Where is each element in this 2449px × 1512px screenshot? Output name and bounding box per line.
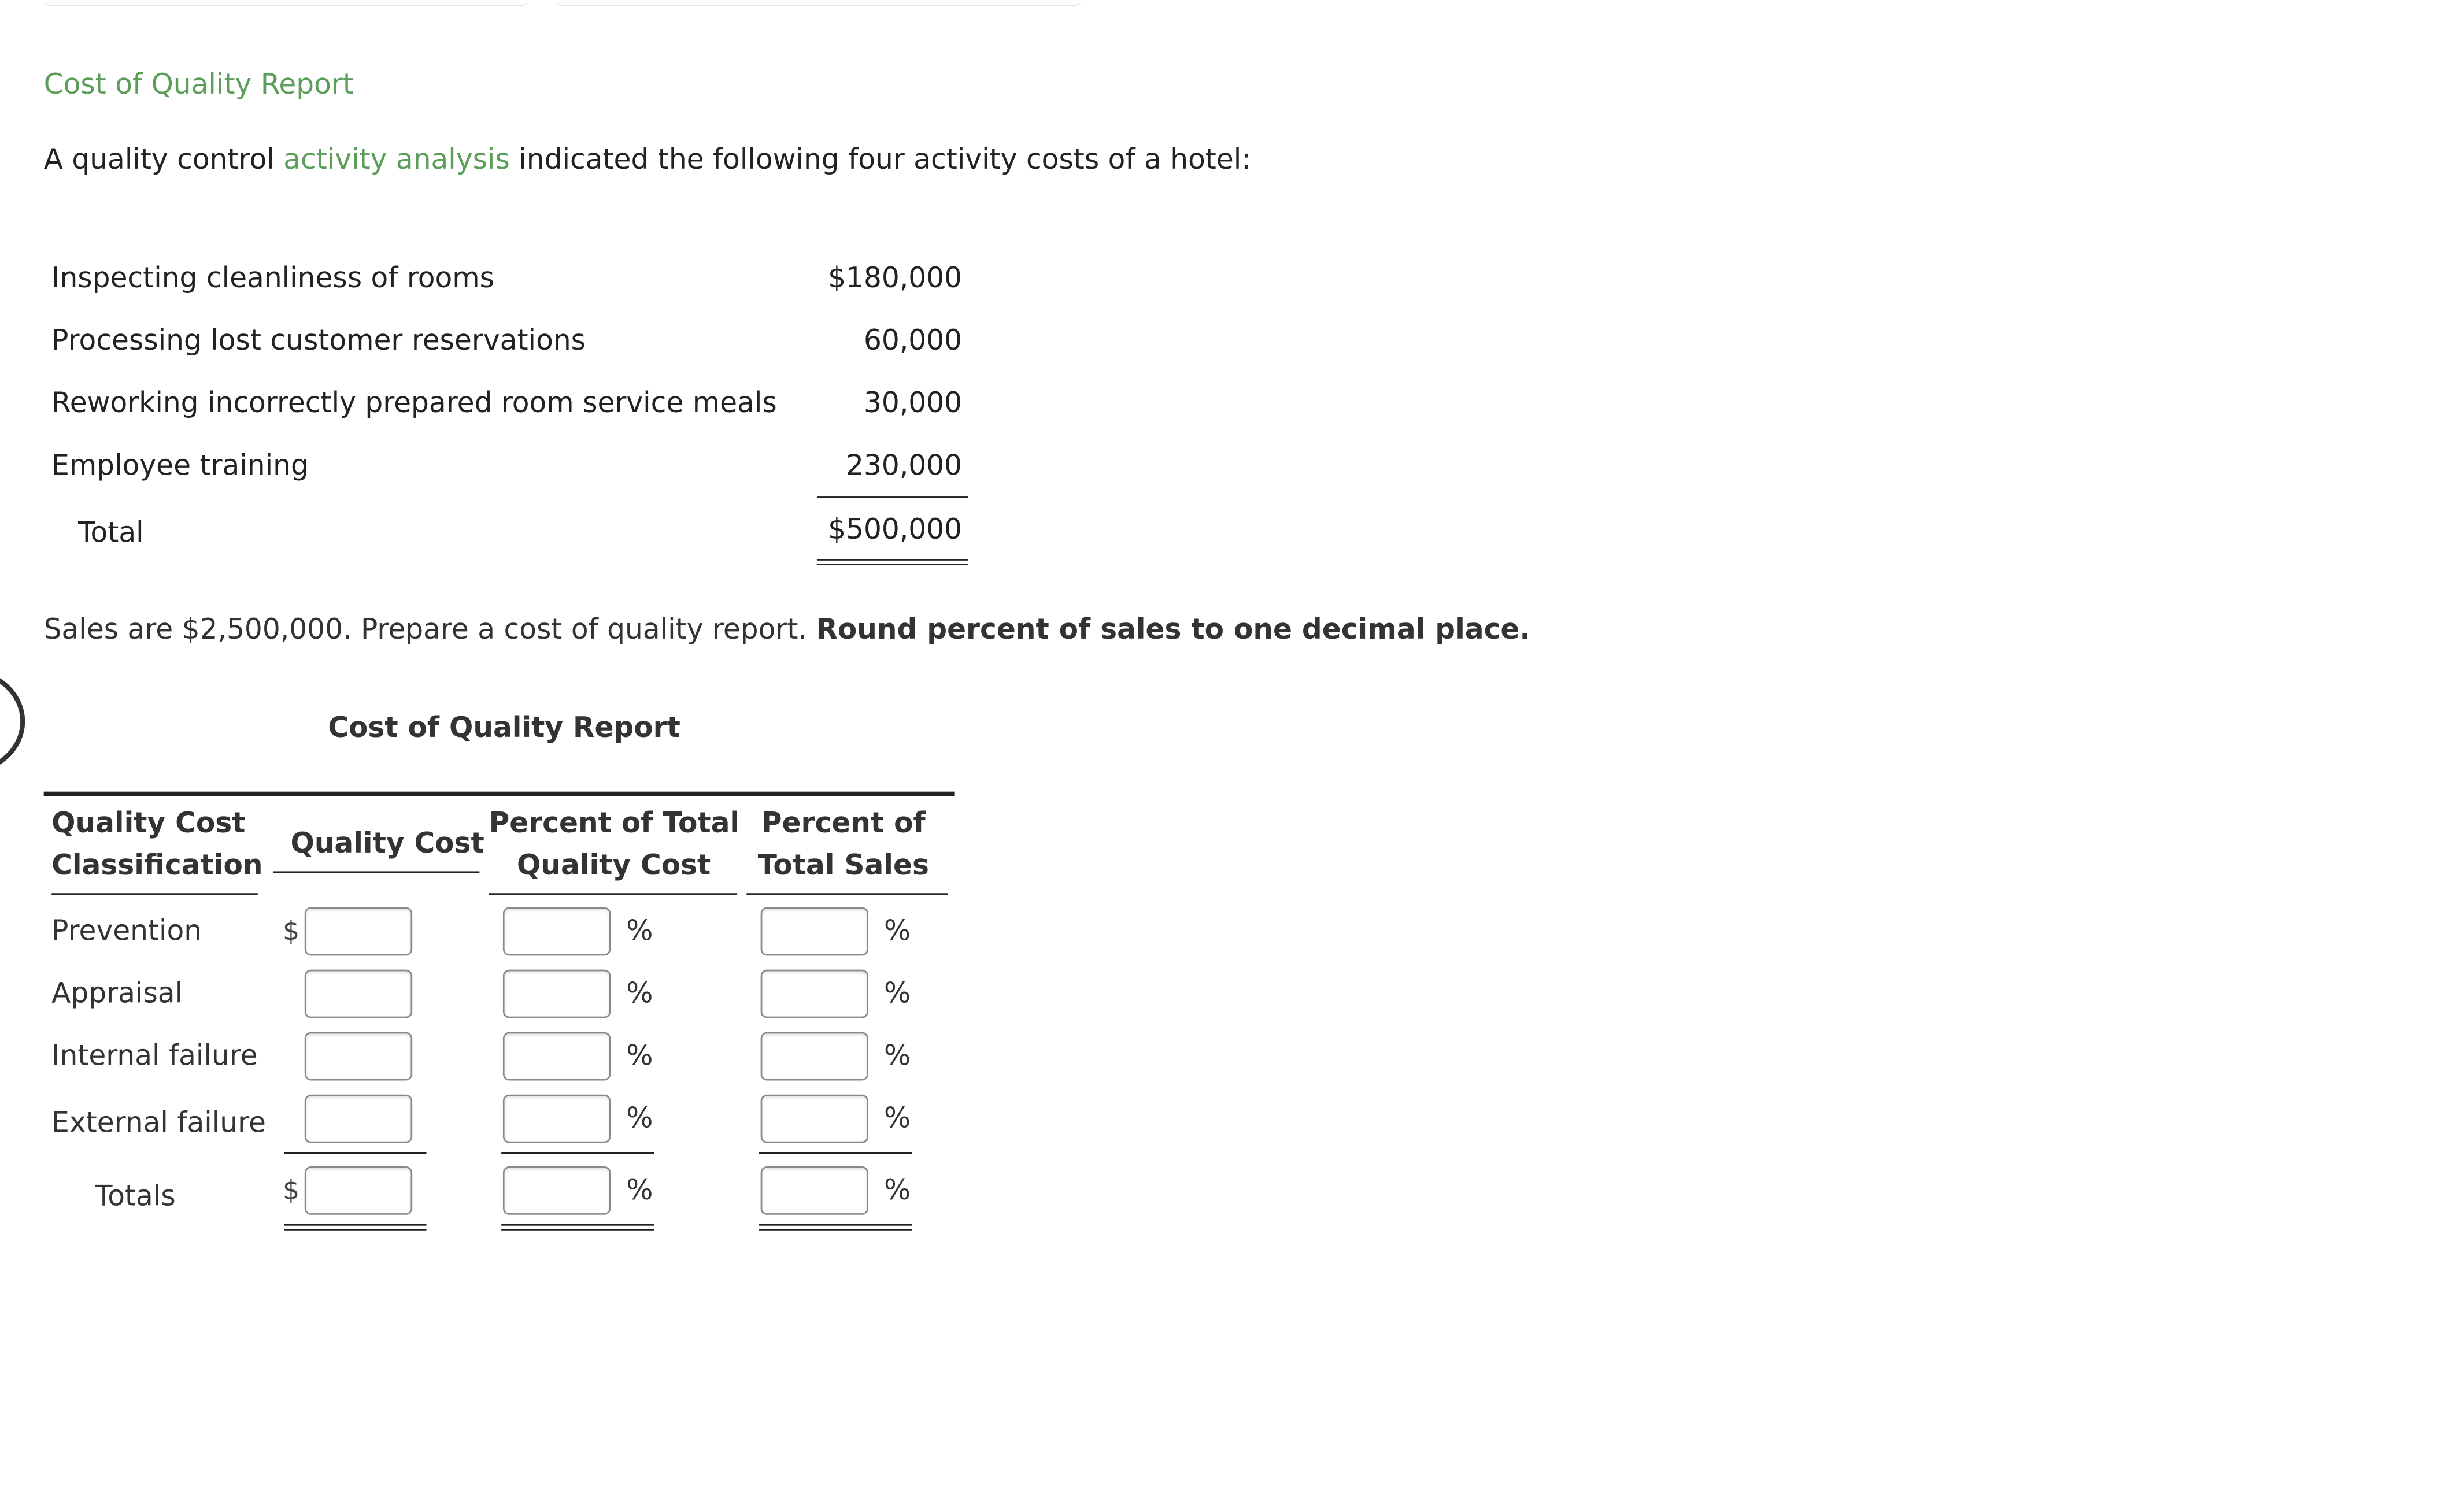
header-underline: [489, 893, 738, 895]
totals-quality-cost-input[interactable]: [305, 1166, 412, 1215]
prevention-quality-cost-input[interactable]: [305, 907, 412, 956]
header-underline: [51, 893, 258, 895]
totals-pct-quality-input[interactable]: [503, 1166, 611, 1215]
total-double-rule: [817, 559, 968, 565]
header-pct-sales: [746, 803, 940, 887]
percent-sign: %: [884, 915, 911, 948]
totals-double-rule: [759, 1224, 912, 1231]
row-label-external-failure: External failure: [51, 1107, 266, 1140]
header-pct-quality-line1: Percent of Total: [489, 807, 740, 840]
row-label-totals: Totals: [95, 1180, 176, 1214]
instruction-plain: Sales are $2,500,000. Prepare a cost of quality report.: [43, 613, 807, 647]
subtotal-rule: [284, 1152, 427, 1154]
intro-text: [44, 144, 1251, 177]
header-underline: [746, 893, 948, 895]
activity-label: Processing lost customer reservations: [51, 324, 586, 358]
subtotal-rule: [759, 1152, 912, 1154]
prevention-pct-quality-input[interactable]: [503, 907, 611, 956]
header-classification: [51, 803, 262, 887]
appraisal-pct-sales-input[interactable]: [761, 970, 868, 1018]
internal-failure-pct-quality-input[interactable]: [503, 1032, 611, 1081]
dollar-sign: $: [282, 916, 300, 948]
row-label-prevention: Prevention: [51, 915, 202, 948]
percent-sign: %: [626, 1174, 653, 1207]
internal-failure-pct-sales-input[interactable]: [761, 1032, 868, 1081]
appraisal-pct-quality-input[interactable]: [503, 970, 611, 1018]
internal-failure-quality-cost-input[interactable]: [305, 1032, 412, 1081]
activity-amount: 30,000: [863, 387, 963, 420]
header-pct-quality-line2: Quality Cost: [517, 849, 711, 883]
row-label-appraisal: Appraisal: [51, 977, 183, 1010]
prevention-pct-sales-input[interactable]: [761, 907, 868, 956]
row-label-internal-failure: Internal failure: [51, 1040, 258, 1073]
percent-sign: %: [884, 977, 911, 1010]
top-tab[interactable]: [44, 0, 528, 6]
percent-sign: %: [626, 915, 653, 948]
activity-analysis-link[interactable]: activity analysis: [283, 143, 510, 177]
totals-double-rule: [284, 1224, 427, 1231]
activity-amount: 60,000: [863, 324, 963, 358]
header-classification-line2: Classification: [51, 849, 263, 883]
header-pct-quality: [489, 803, 739, 887]
totals-double-rule: [501, 1224, 654, 1231]
percent-sign: %: [884, 1040, 911, 1073]
percent-sign: %: [884, 1102, 911, 1135]
percent-sign: %: [626, 977, 653, 1010]
percent-sign: %: [626, 1040, 653, 1073]
circle-marker-icon: [0, 668, 25, 774]
header-underline: [273, 871, 480, 873]
report-title: Cost of Quality Report: [328, 711, 680, 745]
activity-label: Employee training: [51, 450, 309, 483]
percent-sign: %: [884, 1174, 911, 1207]
instruction-text: [44, 614, 1530, 647]
activity-amount: 230,000: [846, 450, 963, 483]
intro-before: A quality control: [43, 143, 284, 177]
subtotal-rule: [817, 496, 968, 498]
report-top-rule: [44, 792, 955, 796]
activity-label: Reworking incorrectly prepared room service meals: [51, 387, 777, 420]
activity-label: Inspecting cleanliness of rooms: [51, 262, 495, 295]
percent-sign: %: [626, 1102, 653, 1135]
activities-total-label: Total: [78, 517, 144, 550]
intro-after: indicated the following four activity costs of a hotel:: [509, 143, 1251, 177]
instruction-bold: Round percent of sales to one decimal place.: [816, 613, 1530, 647]
subtotal-rule: [501, 1152, 654, 1154]
external-failure-quality-cost-input[interactable]: [305, 1095, 412, 1143]
dollar-sign: $: [282, 1176, 300, 1207]
header-classification-line1: Quality Cost: [51, 807, 246, 840]
activities-total-amount: $500,000: [828, 513, 963, 547]
external-failure-pct-sales-input[interactable]: [761, 1095, 868, 1143]
header-quality-cost: Quality Cost: [290, 827, 484, 861]
header-pct-sales-line1: Percent of: [761, 807, 926, 840]
header-pct-sales-line2: Total Sales: [757, 849, 929, 883]
external-failure-pct-quality-input[interactable]: [503, 1095, 611, 1143]
activity-amount: $180,000: [828, 262, 963, 295]
totals-pct-sales-input[interactable]: [761, 1166, 868, 1215]
top-tab[interactable]: [556, 0, 1081, 6]
appraisal-quality-cost-input[interactable]: [305, 970, 412, 1018]
section-title: Cost of Quality Report: [43, 68, 354, 102]
